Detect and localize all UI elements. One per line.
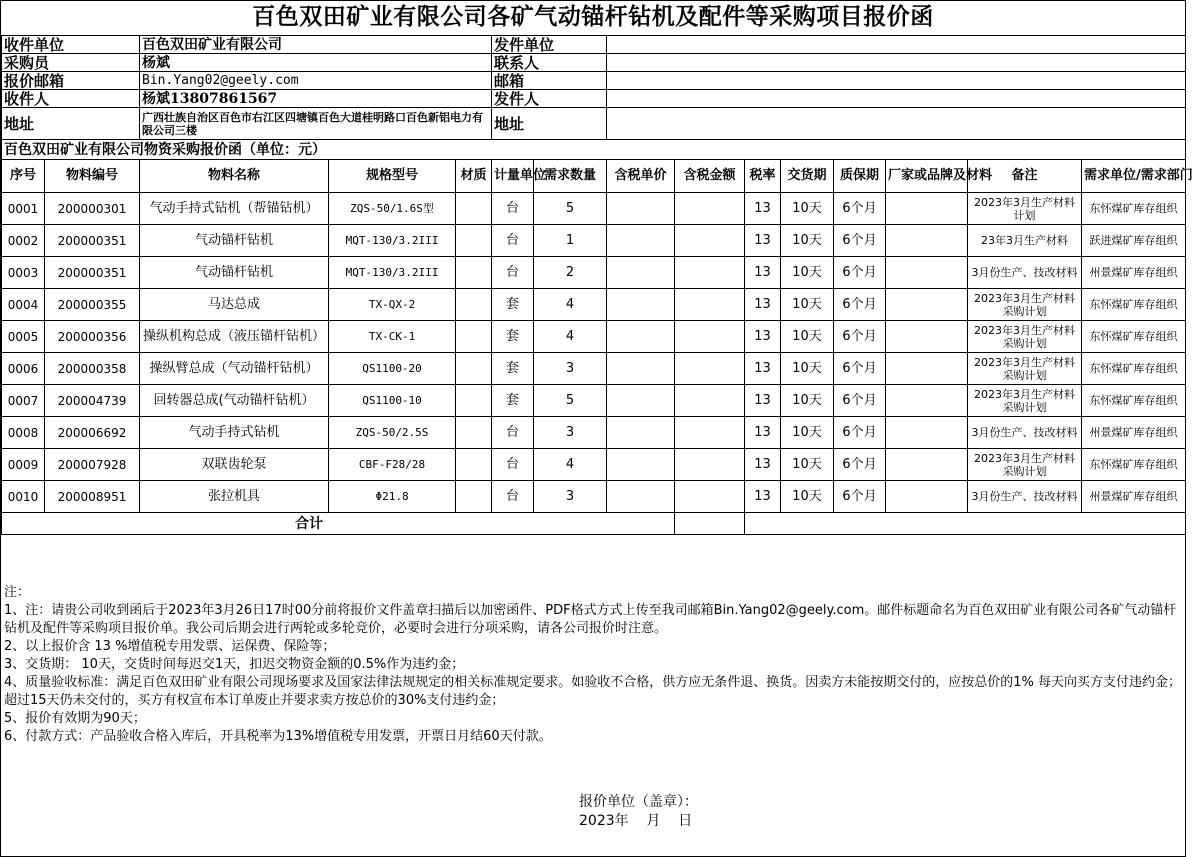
cell-material-name: 操纵臂总成（气动锚杆钻机）	[140, 353, 329, 385]
cell-delivery-period: 10天	[781, 289, 834, 321]
cell-material-name: 双联齿轮泵	[140, 449, 329, 481]
note-line: 3、交货期： 10天，交货时间每迟交1天，扣迟交物资金额的0.5%作为违约金；	[4, 657, 465, 672]
cell-material-type	[456, 225, 492, 257]
cell-spec-model: MQT-130/3.2III	[329, 225, 456, 257]
cell-spec-model: QS1100-10	[329, 385, 456, 417]
mail-value	[607, 72, 1186, 90]
col-header-spec: 规格型号	[329, 160, 456, 193]
contact-label: 联系人	[492, 54, 607, 72]
cell-warranty-period: 6个月	[834, 385, 886, 417]
table-row	[2, 225, 1186, 257]
cell-row-no: 0003	[2, 257, 45, 289]
cell-material-code: 200000358	[45, 353, 140, 385]
address-value: 广西壮族自治区百色市右江区四塘镇百色大道桂明路口百色新铝电力有限公司三楼	[140, 108, 492, 140]
cell-delivery-period: 10天	[781, 225, 834, 257]
cell-measure-unit: 台	[492, 257, 534, 289]
cell-demand-dept: 东怀煤矿库存组织	[1082, 193, 1186, 225]
cell-material-name: 气动手持式钻机	[140, 417, 329, 449]
cell-brand-material	[886, 353, 968, 385]
cell-material-code: 200000351	[45, 257, 140, 289]
cell-delivery-period: 10天	[781, 417, 834, 449]
cell-spec-model: TX-QX-2	[329, 289, 456, 321]
col-header-warranty: 质保期	[834, 160, 886, 193]
cell-spec-model: ZQS-50/1.6S型	[329, 193, 456, 225]
cell-remark: 2023年3月生产材料采购计划	[968, 289, 1082, 321]
signature-date-line: 2023年 月 日	[579, 813, 693, 829]
note-line: 4、质量验收标准：满足百色双田矿业有限公司现场要求及国家法律法规规定的相关标准规定要求。如验收不合格，供方应无条件退、换货。因卖方未能按期交付的，应按总价的1% 每天向买方支付违约金；超过15天仍未交付的，买方有权宣布本订单废止并要求卖方按总价的30%支付违约金；	[4, 675, 1182, 708]
address-value-2	[607, 108, 1186, 140]
column-header-row	[2, 160, 1186, 193]
cell-unit-price	[607, 417, 675, 449]
cell-amount	[675, 289, 745, 321]
buyer-label: 采购员	[2, 54, 140, 72]
total-filler	[745, 513, 1186, 535]
email-label: 报价邮箱	[2, 72, 140, 90]
cell-amount	[675, 449, 745, 481]
cell-spec-model: TX-CK-1	[329, 321, 456, 353]
cell-measure-unit: 套	[492, 385, 534, 417]
cell-row-no: 0008	[2, 417, 45, 449]
cell-demand-dept: 东怀煤矿库存组织	[1082, 385, 1186, 417]
cell-material-type	[456, 289, 492, 321]
cell-material-type	[456, 449, 492, 481]
document-title: 百色双田矿业有限公司各矿气动锚杆钻机及配件等采购项目报价函	[252, 3, 934, 30]
cell-material-name: 张拉机具	[140, 481, 329, 513]
note-line: 6、付款方式：产品验收合格入库后，开具税率为13%增值税专用发票，开票日月结60天付款。	[4, 729, 552, 744]
col-header-delivery: 交货期	[781, 160, 834, 193]
cell-amount	[675, 417, 745, 449]
cell-warranty-period: 6个月	[834, 449, 886, 481]
cell-material-code: 200000351	[45, 225, 140, 257]
cell-remark: 2023年3月生产材料采购计划	[968, 353, 1082, 385]
cell-material-type	[456, 353, 492, 385]
header-row-buyer	[2, 54, 1186, 72]
header-row-recipient	[2, 90, 1186, 108]
header-row-email	[2, 72, 1186, 90]
cell-spec-model: ZQS-50/2.5S	[329, 417, 456, 449]
recipient-label: 收件人	[2, 90, 140, 108]
cell-brand-material	[886, 481, 968, 513]
section-title: 百色双田矿业有限公司物资采购报价函（单位：元）	[2, 140, 1186, 160]
cell-amount	[675, 225, 745, 257]
cell-row-no: 0006	[2, 353, 45, 385]
cell-brand-material	[886, 449, 968, 481]
signature-unit-line: 报价单位（盖章）：	[579, 794, 698, 810]
receiver-unit-label: 收件单位	[2, 36, 140, 54]
cell-delivery-period: 10天	[781, 385, 834, 417]
mail-label: 邮箱	[492, 72, 607, 90]
table-row	[2, 193, 1186, 225]
cell-material-code: 200007928	[45, 449, 140, 481]
cell-delivery-period: 10天	[781, 353, 834, 385]
address-label-2: 地址	[492, 108, 607, 140]
address-label: 地址	[2, 108, 140, 140]
col-header-unit-price: 含税单价	[607, 160, 675, 193]
cell-material-type	[456, 385, 492, 417]
receiver-unit-value: 百色双田矿业有限公司	[140, 36, 492, 54]
cell-material-name: 气动锚杆钻机	[140, 257, 329, 289]
cell-material-type	[456, 481, 492, 513]
cell-quantity: 3	[534, 481, 607, 513]
cell-remark: 3月份生产、技改材料	[968, 417, 1082, 449]
cell-demand-dept: 东怀煤矿库存组织	[1082, 289, 1186, 321]
cell-spec-model: Φ21.8	[329, 481, 456, 513]
cell-brand-material	[886, 193, 968, 225]
cell-row-no: 0002	[2, 225, 45, 257]
cell-material-name: 气动手持式钻机（帮锚钻机）	[140, 193, 329, 225]
total-row	[2, 513, 1186, 535]
cell-delivery-period: 10天	[781, 481, 834, 513]
cell-material-code: 200006692	[45, 417, 140, 449]
cell-tax-rate: 13	[745, 193, 781, 225]
col-header-brand: 厂家或品牌及材料	[886, 160, 968, 193]
cell-material-name: 回转器总成(气动锚杆钻机）	[140, 385, 329, 417]
cell-tax-rate: 13	[745, 417, 781, 449]
cell-unit-price	[607, 353, 675, 385]
table-row	[2, 449, 1186, 481]
cell-amount	[675, 385, 745, 417]
col-header-tax: 税率	[745, 160, 781, 193]
cell-measure-unit: 台	[492, 193, 534, 225]
cell-warranty-period: 6个月	[834, 289, 886, 321]
table-row	[2, 385, 1186, 417]
notes-section	[4, 584, 1182, 746]
signature-block	[579, 793, 698, 831]
col-header-qty: 需求数量	[534, 160, 607, 193]
table-row	[2, 417, 1186, 449]
cell-tax-rate: 13	[745, 225, 781, 257]
sender-unit-label: 发件单位	[492, 36, 607, 54]
cell-brand-material	[886, 321, 968, 353]
cell-measure-unit: 套	[492, 289, 534, 321]
sender-unit-value	[607, 36, 1186, 54]
table-row	[2, 257, 1186, 289]
cell-tax-rate: 13	[745, 353, 781, 385]
cell-remark: 3月份生产、技改材料	[968, 481, 1082, 513]
total-label: 合计	[2, 513, 675, 535]
cell-row-no: 0005	[2, 321, 45, 353]
cell-measure-unit: 套	[492, 321, 534, 353]
cell-unit-price	[607, 385, 675, 417]
cell-amount	[675, 353, 745, 385]
table-row	[2, 353, 1186, 385]
cell-warranty-period: 6个月	[834, 225, 886, 257]
cell-quantity: 2	[534, 257, 607, 289]
sender-value	[607, 90, 1186, 108]
cell-material-code: 200000356	[45, 321, 140, 353]
cell-demand-dept: 州景煤矿库存组织	[1082, 417, 1186, 449]
cell-warranty-period: 6个月	[834, 481, 886, 513]
cell-remark: 2023年3月生产材料采购计划	[968, 321, 1082, 353]
cell-delivery-period: 10天	[781, 193, 834, 225]
cell-quantity: 1	[534, 225, 607, 257]
cell-spec-model: MQT-130/3.2III	[329, 257, 456, 289]
cell-measure-unit: 台	[492, 449, 534, 481]
cell-brand-material	[886, 257, 968, 289]
cell-tax-rate: 13	[745, 481, 781, 513]
cell-amount	[675, 321, 745, 353]
cell-row-no: 0007	[2, 385, 45, 417]
cell-unit-price	[607, 257, 675, 289]
cell-brand-material	[886, 417, 968, 449]
cell-quantity: 5	[534, 385, 607, 417]
cell-measure-unit: 台	[492, 417, 534, 449]
header-row-receiver	[2, 36, 1186, 54]
cell-demand-dept: 跃进煤矿库存组织	[1082, 225, 1186, 257]
cell-unit-price	[607, 449, 675, 481]
cell-amount	[675, 481, 745, 513]
cell-warranty-period: 6个月	[834, 193, 886, 225]
section-title-row	[2, 140, 1186, 160]
table-row	[2, 321, 1186, 353]
cell-brand-material	[886, 385, 968, 417]
cell-material-type	[456, 257, 492, 289]
cell-brand-material	[886, 289, 968, 321]
cell-quantity: 3	[534, 417, 607, 449]
cell-delivery-period: 10天	[781, 321, 834, 353]
cell-quantity: 5	[534, 193, 607, 225]
cell-material-type	[456, 321, 492, 353]
note-line: 2、以上报价含 13 %增值税专用发票、运保费、保险等；	[4, 639, 336, 654]
cell-delivery-period: 10天	[781, 449, 834, 481]
cell-warranty-period: 6个月	[834, 321, 886, 353]
cell-tax-rate: 13	[745, 449, 781, 481]
col-header-unit: 计量单位	[492, 160, 534, 193]
cell-material-type	[456, 417, 492, 449]
cell-unit-price	[607, 193, 675, 225]
cell-material-code: 200008951	[45, 481, 140, 513]
cell-measure-unit: 台	[492, 225, 534, 257]
cell-warranty-period: 6个月	[834, 353, 886, 385]
header-row-address	[2, 108, 1186, 140]
cell-row-no: 0010	[2, 481, 45, 513]
cell-remark: 2023年3月生产材料采购计划	[968, 385, 1082, 417]
cell-row-no: 0001	[2, 193, 45, 225]
buyer-value: 杨斌	[140, 54, 492, 72]
cell-material-code: 200004739	[45, 385, 140, 417]
cell-quantity: 4	[534, 289, 607, 321]
cell-demand-dept: 州景煤矿库存组织	[1082, 257, 1186, 289]
col-header-code: 物料编号	[45, 160, 140, 193]
cell-spec-model: QS1100-20	[329, 353, 456, 385]
cell-demand-dept: 东怀煤矿库存组织	[1082, 449, 1186, 481]
cell-brand-material	[886, 225, 968, 257]
contact-value	[607, 54, 1186, 72]
note-line: 注：	[4, 585, 31, 600]
cell-remark: 2023年3月生产材料采购计划	[968, 449, 1082, 481]
col-header-remark: 备注	[968, 160, 1082, 193]
cell-remark: 3月份生产、技改材料	[968, 257, 1082, 289]
note-line: 1、注：请贵公司收到函后于2023年3月26日17时00分前将报价文件盖章扫描后以加密函件、PDF格式方式上传至我司邮箱Bin.Yang02@geely.com。邮件标题命名为百色双田矿业有限公司各矿气动锚杆钻机及配件等采购项目报价单。我公司后期会进行两轮或多轮竞价，必要时会进行分项采购，请各公司报价时注意。	[4, 603, 1177, 636]
note-line: 5、报价有效期为90天；	[4, 711, 146, 726]
email-value: Bin.Yang02@geely.com	[140, 72, 492, 90]
cell-material-name: 气动锚杆钻机	[140, 225, 329, 257]
cell-unit-price	[607, 289, 675, 321]
cell-remark: 2023年3月生产材料计划	[968, 193, 1082, 225]
cell-quantity: 4	[534, 321, 607, 353]
total-amount	[675, 513, 745, 535]
cell-demand-dept: 东怀煤矿库存组织	[1082, 353, 1186, 385]
cell-amount	[675, 193, 745, 225]
cell-row-no: 0009	[2, 449, 45, 481]
cell-amount	[675, 257, 745, 289]
cell-tax-rate: 13	[745, 289, 781, 321]
cell-tax-rate: 13	[745, 257, 781, 289]
cell-spec-model: CBF-F28/28	[329, 449, 456, 481]
cell-tax-rate: 13	[745, 385, 781, 417]
col-header-dept: 需求单位/需求部门	[1082, 160, 1186, 193]
cell-tax-rate: 13	[745, 321, 781, 353]
table-row	[2, 289, 1186, 321]
quotation-table	[1, 35, 1193, 535]
cell-material-type	[456, 193, 492, 225]
cell-material-name: 马达总成	[140, 289, 329, 321]
col-header-no: 序号	[2, 160, 45, 193]
col-header-amount: 含税金额	[675, 160, 745, 193]
cell-warranty-period: 6个月	[834, 257, 886, 289]
sender-label: 发件人	[492, 90, 607, 108]
cell-delivery-period: 10天	[781, 257, 834, 289]
cell-unit-price	[607, 321, 675, 353]
cell-material-code: 200000355	[45, 289, 140, 321]
cell-material-code: 200000301	[45, 193, 140, 225]
col-header-material: 材质	[456, 160, 492, 193]
cell-unit-price	[607, 225, 675, 257]
recipient-value: 杨斌13807861567	[140, 90, 492, 108]
cell-row-no: 0004	[2, 289, 45, 321]
cell-demand-dept: 州景煤矿库存组织	[1082, 481, 1186, 513]
cell-remark: 23年3月生产材料	[968, 225, 1082, 257]
cell-quantity: 4	[534, 449, 607, 481]
cell-measure-unit: 套	[492, 353, 534, 385]
cell-warranty-period: 6个月	[834, 417, 886, 449]
cell-material-name: 操纵机构总成（液压锚杆钻机）	[140, 321, 329, 353]
item-rows	[2, 193, 1186, 513]
cell-measure-unit: 台	[492, 481, 534, 513]
cell-unit-price	[607, 481, 675, 513]
cell-demand-dept: 东怀煤矿库存组织	[1082, 321, 1186, 353]
table-row	[2, 481, 1186, 513]
col-header-name: 物料名称	[140, 160, 329, 193]
cell-quantity: 3	[534, 353, 607, 385]
